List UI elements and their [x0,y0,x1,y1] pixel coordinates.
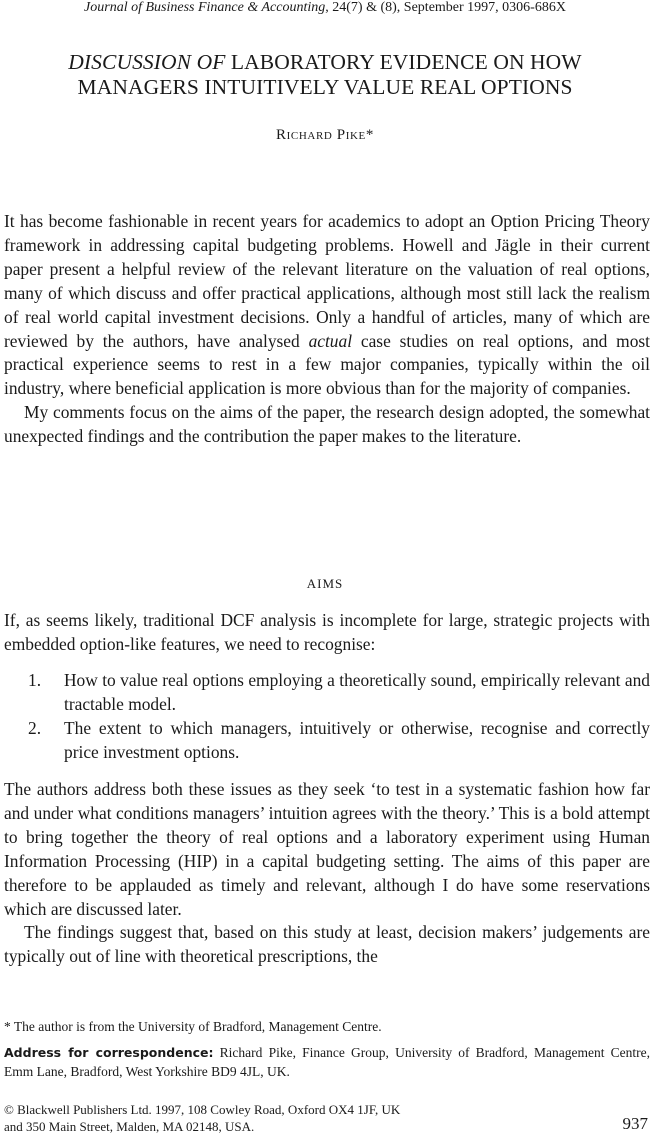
title-line-1-rest: LABORATORY EVIDENCE ON HOW [225,50,582,74]
findings-paragraph: The findings suggest that, based on this study at least, decision makers’ judgements are typically out of line with theoretical prescriptions, the [4,922,650,967]
list-item-number: 1. [28,670,42,690]
address-text: Richard Pike, Finance Group, University of Bradford, Management Centre, Emm Lane, Bradford, West Yorkshire BD9 4JL, UK. [4,1045,650,1079]
journal-details: , 24(7) & (8), September 1997, 0306-686X [325,0,566,15]
author-name: Richard Pike* [276,127,374,143]
running-header [0,0,650,16]
section-heading-aims: AIMS [306,576,344,591]
list-item [4,669,650,717]
journal-name: Journal of Business Finance & Accounting [84,0,326,15]
intro-section [4,210,650,449]
intro-paragraph-2: My comments focus on the aims of the paper, the research design adopted, the somewhat unexpected findings and the contribution the paper makes to the literature. [4,402,650,447]
intro-paragraph-1: It has become fashionable in recent years for academics to adopt an Option Pricing Theory framework in addressing capital budgeting problems. Howell and Jägle in their current paper present a helpful review of the relevant literature on the valuation of real options, many of which discuss and offer practical applications, although most still lack the realism of real world capital investment decisions. Only a handful of articles, many of which are reviewed by the authors, have analysed actual case studies on real options, and most practical experience seems to rest in a few major companies, typically within the oil industry, where beneficial application is more obvious than for the majority of companies. [4,211,650,399]
correspondence-address [4,1043,650,1081]
list-item-number: 2. [28,717,42,738]
copyright-notice [4,1102,564,1135]
title-line-1 [0,50,650,75]
copyright-line-2: and 350 Main Street, Malden, MA 02148, USA. [4,1118,255,1134]
title-italic-part: DISCUSSION OF [68,50,226,74]
list-item [4,717,650,765]
address-label: Address for correspondence: [4,1045,214,1060]
list-item-text: How to value real options employing a theoretically sound, empirically relevant and tractable model. [64,670,650,714]
aims-list [4,669,650,765]
aims-discussion [4,778,650,969]
aims-lead-paragraph: If, as seems likely, traditional DCF analysis is incomplete for large, strategic projects with embedded option-like features, we need to recognise: [4,610,650,654]
article-title [0,50,650,100]
title-line-2: MANAGERS INTUITIVELY VALUE REAL OPTIONS [77,75,573,99]
copyright-line-1: © Blackwell Publishers Ltd. 1997, 108 Cowley Road, Oxford OX4 1JF, UK [4,1102,401,1117]
page-number: 937 [622,1114,648,1133]
emphasis-actual: actual [308,330,353,351]
list-item-text: The extent to which managers, intuitively or otherwise, recognise and correctly price investment options. [64,717,650,762]
author-footnote: * The author is from the University of Bradford, Management Centre. [4,1019,382,1034]
aims-paragraph: The authors address both these issues as they seek ‘to test in a systematic fashion how far and under what conditions managers’ intuition agrees with the theory.’ This is a bold attempt to bring together the theory of real options and a laboratory experiment using Human Information Processing (HIP) in a capital budgeting setting. The aims of this paper are therefore to be applauded as timely and relevant, although I do have some reservations which are discussed later. [4,779,650,919]
